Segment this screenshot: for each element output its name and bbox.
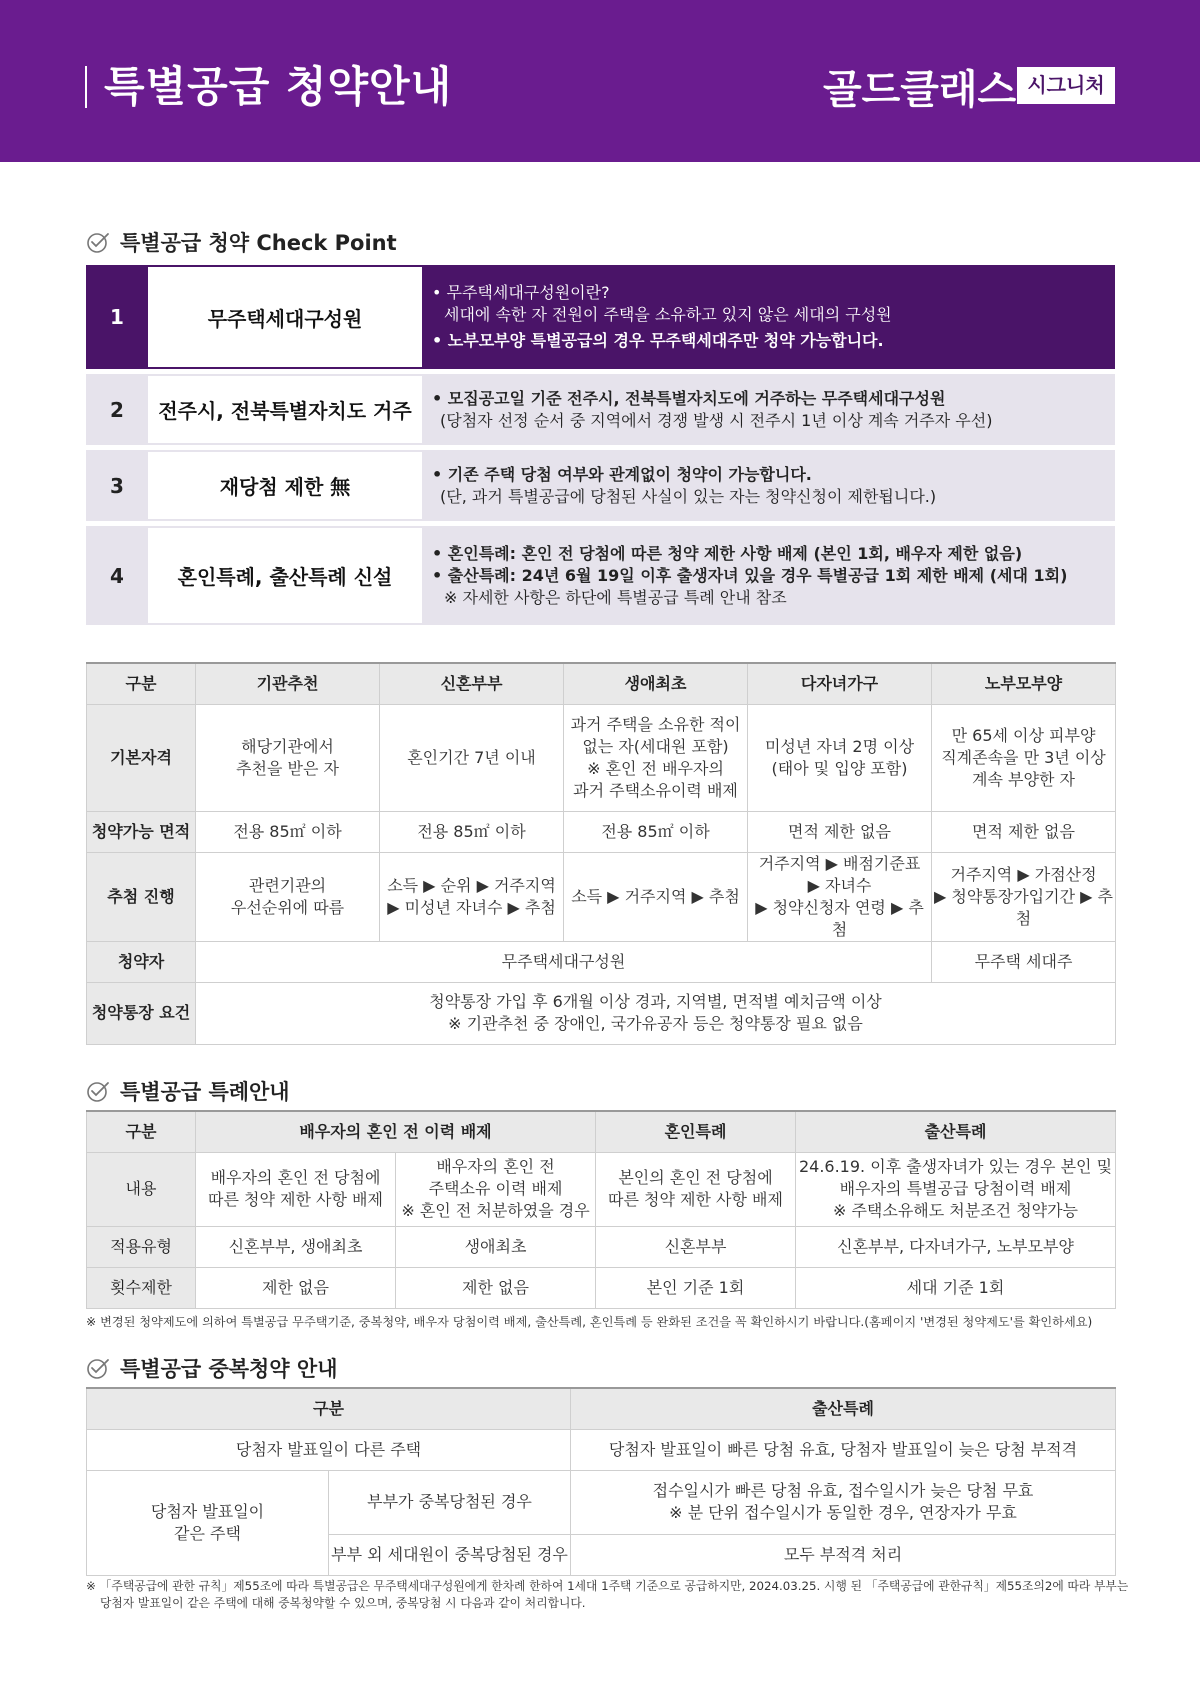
- checkpoint-number: 4: [110, 563, 124, 588]
- column-header: 다자녀가구: [748, 663, 932, 704]
- table-header-row: [87, 1111, 1116, 1152]
- column-header: 신혼부부: [380, 663, 564, 704]
- table-cell: 소득 ▶ 거주지역 ▶ 추첨: [564, 852, 748, 941]
- checkpoint-desc: [422, 265, 1115, 369]
- table-cell: 배우자의 혼인 전 주택소유 이력 배제 ※ 혼인 전 처분하였을 경우: [396, 1152, 596, 1226]
- duplicate-application-table: [86, 1387, 1116, 1576]
- section-heading-duplicate: [86, 1353, 337, 1383]
- column-header: 출산특례: [796, 1111, 1116, 1152]
- row-header: 횟수제한: [87, 1267, 196, 1308]
- table-cell: 당첨자 발표일이 빠른 당첨 유효, 당첨자 발표일이 늦은 당첨 부적격: [571, 1429, 1116, 1470]
- column-header: 생애최초: [564, 663, 748, 704]
- table-row: [87, 1470, 1116, 1534]
- table-cell: 면적 제한 없음: [932, 811, 1116, 852]
- row-header: 추첨 진행: [87, 852, 196, 941]
- section-title: 특별공급 청약 Check Point: [120, 231, 397, 255]
- table-cell: 당첨자 발표일이 같은 주택: [87, 1470, 329, 1575]
- table-cell: 세대 기준 1회: [796, 1267, 1116, 1308]
- table-cell: 당첨자 발표일이 다른 주택: [87, 1429, 571, 1470]
- table-header-row: [87, 663, 1116, 704]
- title-divider: [85, 66, 87, 108]
- table-cell: 혼인기간 7년 이내: [380, 704, 564, 811]
- footnote-line: 당첨자 발표일이 같은 주택에 대해 중복청약할 수 있으며, 중복당첨 시 다음과 같이 처리합니다.: [100, 1596, 586, 1610]
- desc-line: (단, 과거 특별공급에 당첨된 사실이 있는 자는 청약신청이 제한됩니다.): [440, 486, 937, 506]
- column-header: 혼인특례: [596, 1111, 796, 1152]
- column-header: 배우자의 혼인 전 이력 배제: [196, 1111, 596, 1152]
- column-header: 구분: [87, 663, 196, 704]
- desc-line: • 모집공고일 기준 전주시, 전북특별자치도에 거주하는 무주택세대구성원: [432, 388, 946, 408]
- table-cell: 신혼부부: [596, 1226, 796, 1267]
- table-cell: 본인 기준 1회: [596, 1267, 796, 1308]
- desc-line: • 기존 주택 당첨 여부와 관계없이 청약이 가능합니다.: [432, 464, 812, 484]
- table-cell: 모두 부적격 처리: [571, 1534, 1116, 1575]
- desc-line: • 노부모부양 특별공급의 경우 무주택세대주만 청약 가능합니다.: [432, 331, 884, 350]
- footnote-line: ※ 「주택공급에 관한 규칙」제55조에 따라 특별공급은 무주택세대구성원에게 한차례 한하여 1세대 1주택 기준으로 공급하지만, 2024.03.25. 시행 된 「주택공급에 관한규칙」제55조의2에 따라 부부는: [86, 1579, 1129, 1593]
- checkpoint-row: [86, 526, 1115, 625]
- desc-line: (당첨자 선정 순서 중 지역에서 경쟁 발생 시 전주시 1년 이상 계속 거주자 우선): [440, 410, 993, 430]
- table-cell: 면적 제한 없음: [748, 811, 932, 852]
- brand-logo-text: 골드클래스: [823, 67, 1017, 113]
- column-header: 노부모부양: [932, 663, 1116, 704]
- table-cell: 신혼부부, 다자녀가구, 노부모부양: [796, 1226, 1116, 1267]
- checkpoint-row: [86, 450, 1115, 521]
- table-cell: 거주지역 ▶ 가점산정 ▶ 청약통장가입기간 ▶ 추첨: [932, 852, 1116, 941]
- table-row: [87, 941, 1116, 982]
- eligibility-table: [86, 662, 1116, 1045]
- checkpoint-desc: [422, 374, 1115, 445]
- table-cell: 과거 주택을 소유한 적이 없는 자(세대원 포함) ※ 혼인 전 배우자의 과거 주택소유이력 배제: [564, 704, 748, 811]
- table-cell: 무주택 세대주: [932, 941, 1116, 982]
- table-cell: 제한 없음: [196, 1267, 396, 1308]
- table-cell: 해당기관에서 추천을 받은 자: [196, 704, 380, 811]
- section-heading-special-cases: [86, 1076, 290, 1106]
- table-cell: 부부 외 세대원이 중복당첨된 경우: [329, 1534, 571, 1575]
- section-heading-checkpoint: [86, 227, 397, 257]
- desc-line: • 출산특례: 24년 6월 19일 이후 출생자녀 있을 경우 특별공급 1회 제한 배제 (세대 1회): [432, 565, 1068, 585]
- checkpoint-row: [86, 265, 1115, 369]
- table-row: [87, 811, 1116, 852]
- table-row: [87, 852, 1116, 941]
- checkpoint-name: 전주시, 전북특별자치도 거주: [148, 376, 422, 443]
- table-row: [87, 982, 1116, 1044]
- table-cell: 부부가 중복당첨된 경우: [329, 1470, 571, 1534]
- row-header: 청약통장 요건: [87, 982, 196, 1044]
- footnote: [86, 1578, 1128, 1612]
- table-cell: 본인의 혼인 전 당첨에 따른 청약 제한 사항 배제: [596, 1152, 796, 1226]
- checkpoint-number: 3: [110, 473, 124, 498]
- column-header: 출산특례: [571, 1388, 1116, 1429]
- table-cell: 관련기관의 우선순위에 따름: [196, 852, 380, 941]
- table-cell: 소득 ▶ 순위 ▶ 거주지역 ▶ 미성년 자녀수 ▶ 추첨: [380, 852, 564, 941]
- checkpoint-name: 혼인특례, 출산특례 신설: [148, 528, 422, 623]
- checkpoint-number: 1: [110, 305, 124, 329]
- table-cell: 청약통장 가입 후 6개월 이상 경과, 지역별, 면적별 예치금액 이상 ※ 기관추천 중 장애인, 국가유공자 등은 청약통장 필요 없음: [196, 982, 1116, 1044]
- check-circle-icon: [86, 230, 110, 254]
- table-cell: 만 65세 이상 피부양 직계존속을 만 3년 이상 계속 부양한 자: [932, 704, 1116, 811]
- table-row: [87, 1226, 1116, 1267]
- checkpoint-number: 2: [110, 397, 124, 422]
- table-row: [87, 1429, 1116, 1470]
- table-cell: 전용 85㎡ 이하: [564, 811, 748, 852]
- table-cell: 전용 85㎡ 이하: [380, 811, 564, 852]
- table-row: [87, 1267, 1116, 1308]
- table-cell: 거주지역 ▶ 배점기준표 ▶ 자녀수 ▶ 청약신청자 연령 ▶ 추첨: [748, 852, 932, 941]
- desc-line: • 무주택세대구성원이란?: [432, 283, 610, 302]
- table-cell: 생애최초: [396, 1226, 596, 1267]
- column-header: 구분: [87, 1111, 196, 1152]
- check-circle-icon: [86, 1356, 110, 1380]
- checkpoint-desc: [422, 450, 1115, 521]
- check-circle-icon: [86, 1079, 110, 1103]
- page-header: [0, 0, 1200, 162]
- table-cell: 전용 85㎡ 이하: [196, 811, 380, 852]
- row-header: 내용: [87, 1152, 196, 1226]
- desc-line: • 혼인특례: 혼인 전 당첨에 따른 청약 제한 사항 배제 (본인 1회, 배우자 제한 없음): [432, 543, 1023, 563]
- section-title: 특별공급 특례안내: [120, 1080, 290, 1104]
- table-row: [87, 1152, 1116, 1226]
- checkpoint-row: [86, 374, 1115, 445]
- table-cell: 신혼부부, 생애최초: [196, 1226, 396, 1267]
- table-cell: 무주택세대구성원: [196, 941, 932, 982]
- table-cell: 미성년 자녀 2명 이상 (태아 및 입양 포함): [748, 704, 932, 811]
- column-header: 구분: [87, 1388, 571, 1429]
- row-header: 적용유형: [87, 1226, 196, 1267]
- table-cell: 24.6.19. 이후 출생자녀가 있는 경우 본인 및 배우자의 특별공급 당첨이력 배제 ※ 주택소유해도 처분조건 청약가능: [796, 1152, 1116, 1226]
- desc-line: ※ 자세한 사항은 하단에 특별공급 특례 안내 참조: [444, 587, 787, 607]
- table-cell: 배우자의 혼인 전 당첨에 따른 청약 제한 사항 배제: [196, 1152, 396, 1226]
- table-cell: 접수일시가 빠른 당첨 유효, 접수일시가 늦은 당첨 무효 ※ 분 단위 접수일시가 동일한 경우, 연장자가 무효: [571, 1470, 1116, 1534]
- checkpoint-name: 무주택세대구성원: [148, 267, 422, 367]
- checkpoint-desc: [422, 526, 1115, 625]
- footnote: ※ 변경된 청약제도에 의하여 특별공급 무주택기준, 중복청약, 배우자 당첨이력 배제, 출산특례, 혼인특례 등 완화된 조건을 꼭 확인하시기 바랍니다.(홈페이지 '변경된 청약제도'를 확인하세요): [86, 1315, 1093, 1329]
- brand-badge: 시그니처: [1017, 67, 1115, 104]
- section-title: 특별공급 중복청약 안내: [120, 1357, 338, 1381]
- desc-line: 세대에 속한 자 전원이 주택을 소유하고 있지 않은 세대의 구성원: [444, 305, 892, 324]
- special-cases-table: [86, 1110, 1116, 1309]
- table-cell: 제한 없음: [396, 1267, 596, 1308]
- row-header: 청약가능 면적: [87, 811, 196, 852]
- column-header: 기관추천: [196, 663, 380, 704]
- table-row: [87, 704, 1116, 811]
- table-header-row: [87, 1388, 1116, 1429]
- row-header: 기본자격: [87, 704, 196, 811]
- checkpoint-name: 재당첨 제한 無: [148, 452, 422, 519]
- row-header: 청약자: [87, 941, 196, 982]
- page-title: 특별공급 청약안내: [104, 62, 453, 111]
